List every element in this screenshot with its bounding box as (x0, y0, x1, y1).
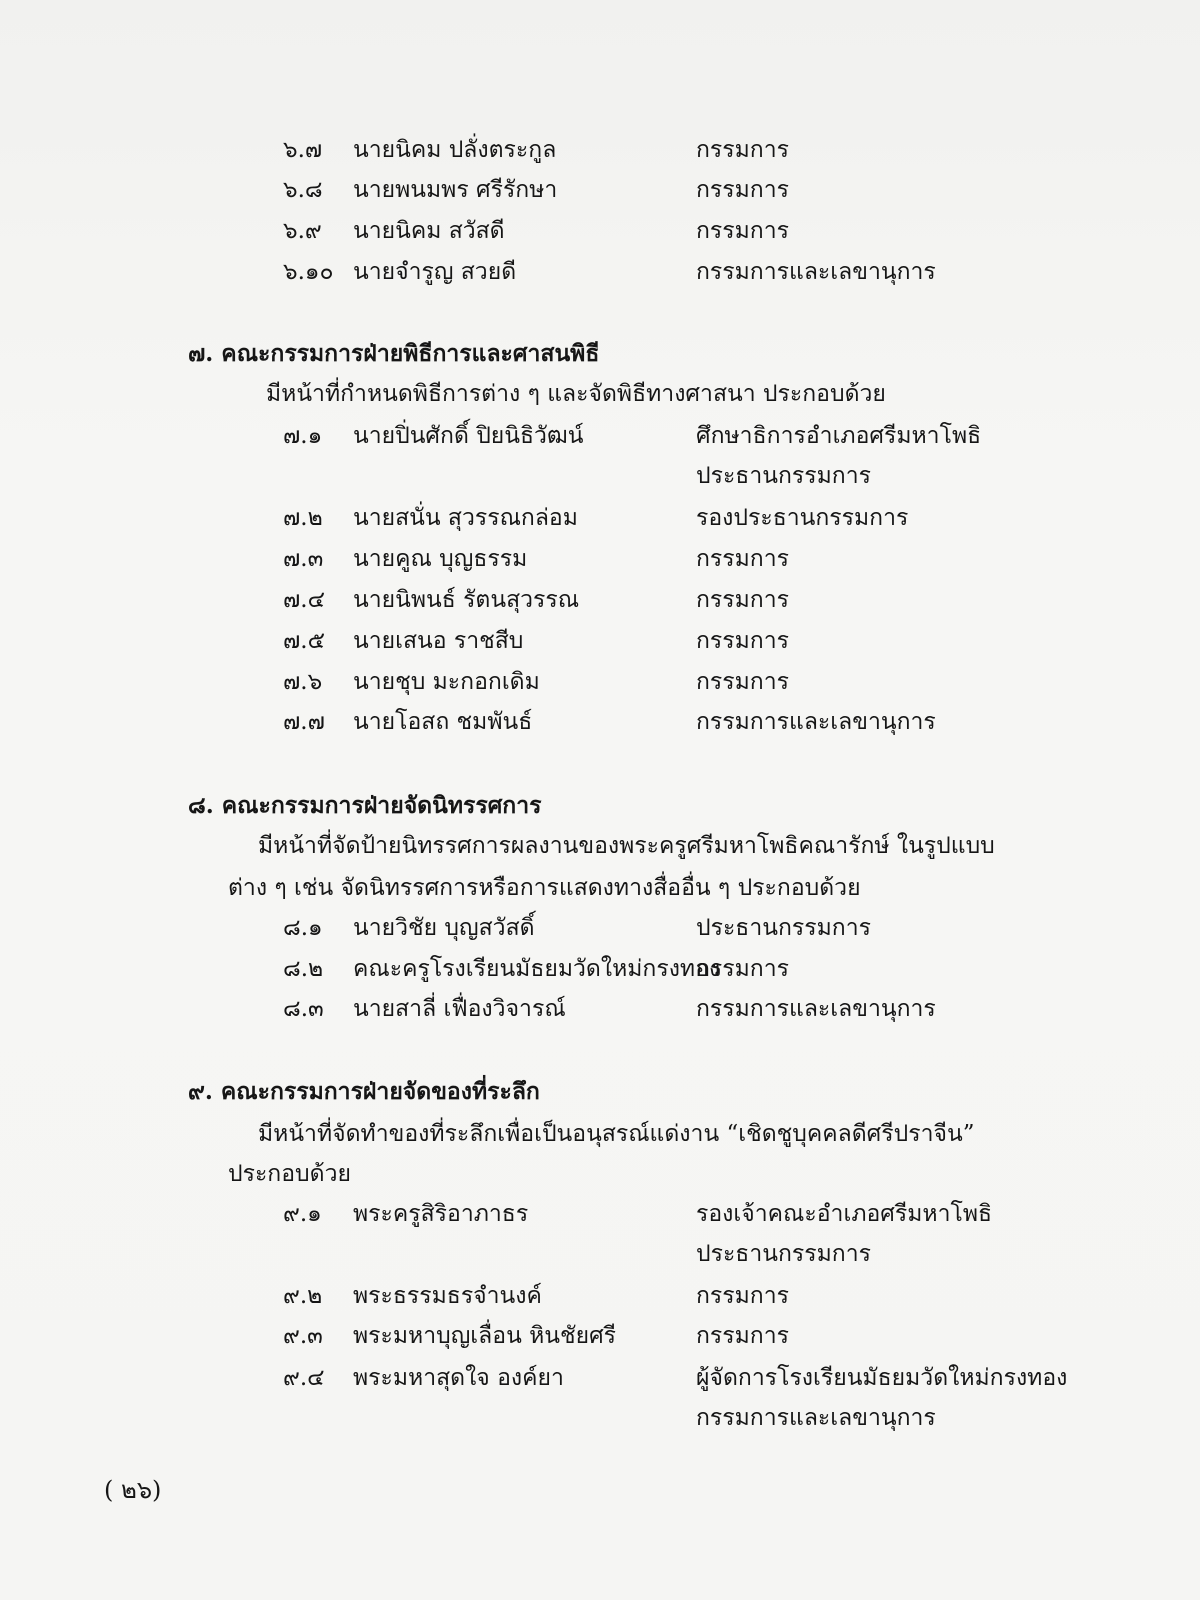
list-item: ๗.๕ นายเสนอ ราชสีบ (283, 628, 524, 654)
member-role: กรรมการและเลขานุการ (696, 709, 936, 735)
member-role: กรรมการ (696, 628, 789, 654)
member-role: ศึกษาธิการอำเภอศรีมหาโพธิ (696, 423, 982, 449)
member-role: ผู้จัดการโรงเรียนมัธยมวัดใหม่กรงทอง (696, 1365, 1068, 1391)
member-role: กรรมการ (696, 1283, 789, 1309)
list-item: ๗.๖ นายชุบ มะกอกเดิม (283, 669, 540, 695)
list-item: ๗.๗ นายโอสถ ชมพันธ์ (283, 709, 533, 735)
member-role: กรรมการและเลขานุการ (696, 996, 936, 1022)
member-role: กรรมการ (696, 177, 789, 203)
list-item: ๖.๘ นายพนมพร ศรีรักษา (283, 177, 558, 203)
member-role: กรรมการและเลขานุการ (696, 1405, 936, 1431)
list-item: ๙.๔ พระมหาสุดใจ องค์ยา (283, 1365, 564, 1391)
section-heading: ๗. คณะกรรมการฝ่ายพิธีการและศาสนพิธี (188, 340, 600, 367)
list-item: ๙.๓ พระมหาบุญเลื่อน หินชัยศรี (283, 1323, 617, 1349)
section-description: มีหน้าที่จัดทำของที่ระลึกเพื่อเป็นอนุสรณ์แด่งาน “เชิดชูบุคคลดีศรีปราจีน” (258, 1121, 975, 1147)
section-heading: ๘. คณะกรรมการฝ่ายจัดนิทรรศการ (188, 792, 542, 819)
list-item: ๙.๑ พระครูสิริอาภาธร (283, 1201, 529, 1227)
member-role: ประธานกรรมการ (696, 463, 871, 489)
member-role: รองประธานกรรมการ (696, 505, 909, 531)
section-description: ประกอบด้วย (228, 1161, 351, 1187)
member-role: ประธานกรรมการ (696, 1241, 871, 1267)
list-item: ๗.๑ นายปิ่นศักดิ์ ปิยนิธิวัฒน์ (283, 423, 584, 449)
member-role: กรรมการ (696, 669, 789, 695)
list-item: ๗.๔ นายนิพนธ์ รัตนสุวรรณ (283, 587, 580, 613)
list-item: ๘.๑ นายวิชัย บุญสวัสดิ์ (283, 915, 535, 941)
list-item: ๙.๒ พระธรรมธรจำนงค์ (283, 1283, 542, 1309)
member-role: กรรมการ (696, 1323, 789, 1349)
member-role: กรรมการ (696, 218, 789, 244)
page-number: ( ๒๖) (104, 1476, 162, 1504)
list-item: ๖.๙ นายนิคม สวัสดี (283, 218, 505, 244)
member-role: กรรมการ (696, 956, 789, 982)
list-item: ๗.๓ นายคูณ บุญธรรม (283, 546, 528, 572)
list-item: ๗.๒ นายสนั่น สุวรรณกล่อม (283, 505, 578, 531)
member-role: กรรมการ (696, 587, 789, 613)
section-description: มีหน้าที่จัดป้ายนิทรรศการผลงานของพระครูศรีมหาโพธิคณารักษ์ ในรูปแบบ (258, 833, 995, 859)
member-role: ประธานกรรมการ (696, 915, 871, 941)
list-item: ๖.๗ นายนิคม ปลั่งตระกูล (283, 137, 557, 163)
member-role: กรรมการ (696, 137, 789, 163)
list-item: ๘.๒ คณะครูโรงเรียนมัธยมวัดใหม่กรงทอง (283, 956, 721, 982)
section-description: ต่าง ๆ เช่น จัดนิทรรศการหรือการแสดงทางสื่ออื่น ๆ ประกอบด้วย (228, 875, 861, 901)
section-description: มีหน้าที่กำหนดพิธีการต่าง ๆ และจัดพิธีทางศาสนา ประกอบด้วย (266, 381, 886, 407)
list-item: ๘.๓ นายสาลี่ เฟื่องวิจารณ์ (283, 996, 566, 1022)
member-role: กรรมการและเลขานุการ (696, 259, 936, 285)
member-role: รองเจ้าคณะอำเภอศรีมหาโพธิ (696, 1201, 993, 1227)
section-heading: ๙. คณะกรรมการฝ่ายจัดของที่ระลึก (188, 1078, 540, 1105)
member-role: กรรมการ (696, 546, 789, 572)
list-item: ๖.๑๐ นายจำรูญ สวยดี (283, 259, 517, 285)
